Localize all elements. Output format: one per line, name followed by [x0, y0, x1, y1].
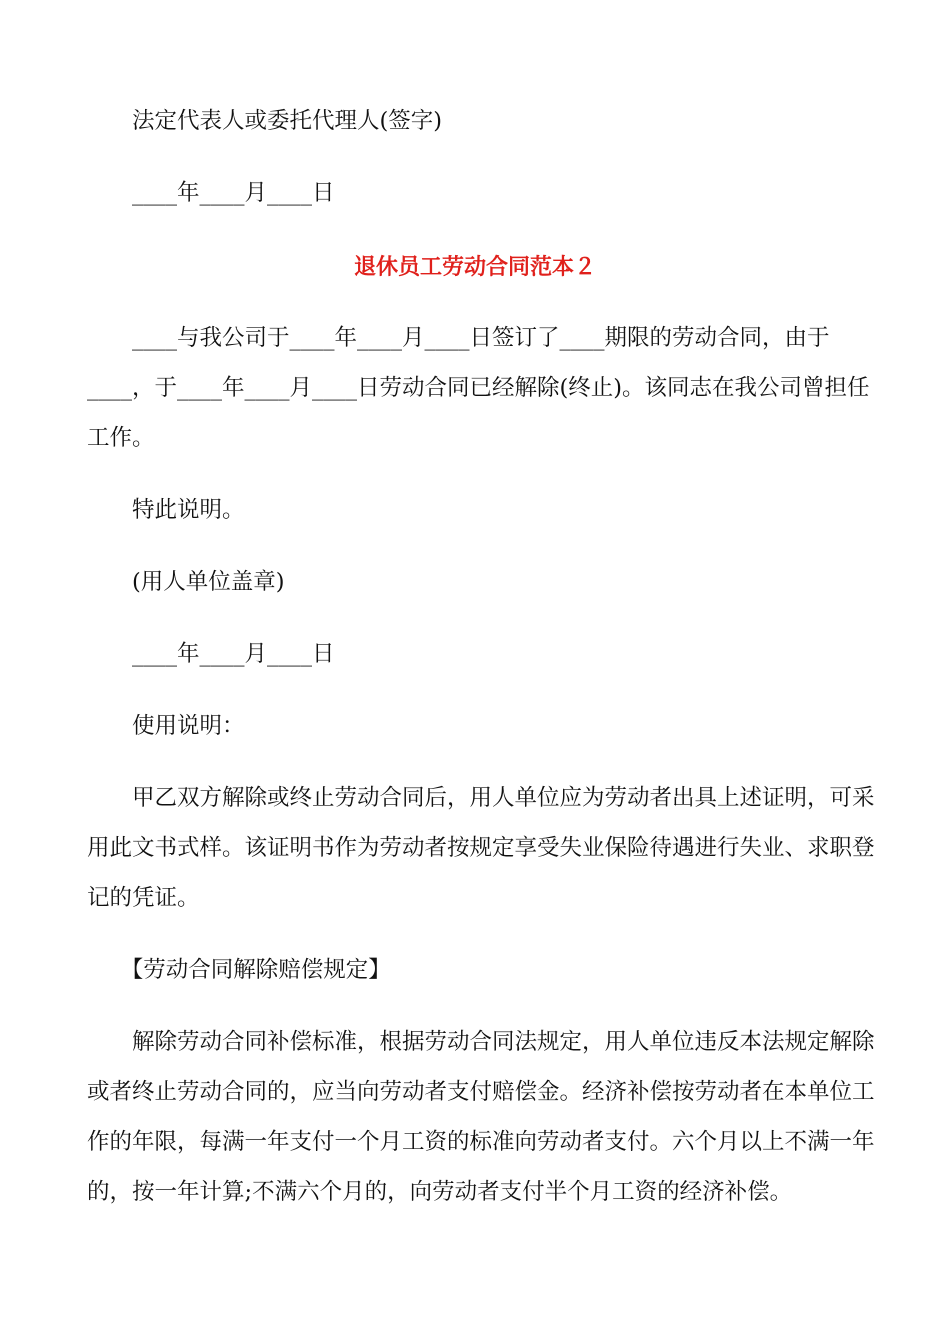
paragraph-line: 的，按一年计算;不满六个月的，向劳动者支付半个月工资的经济补偿。 [87, 1179, 793, 1205]
signature-line: 法定代表人或委托代理人(签字) [87, 108, 443, 134]
seal-line: (用人单位盖章) [87, 569, 285, 595]
document-title: 退休员工劳动合同范本２ [353, 254, 596, 280]
date-line: ____年____月____日 [87, 180, 335, 206]
paragraph-line: 工作。 [87, 425, 155, 451]
paragraph-line: 解除劳动合同补偿标准，根据劳动合同法规定，用人单位违反本法规定解除 [87, 1029, 875, 1055]
paragraph-line: ____与我公司于____年____月____日签订了____期限的劳动合同，由于 [87, 325, 830, 351]
section-heading: 【劳动合同解除赔偿规定】 [87, 957, 391, 983]
paragraph-line: 或者终止劳动合同的，应当向劳动者支付赔偿金。经济补偿按劳动者在本单位工 [87, 1079, 875, 1105]
date-line: ____年____月____日 [87, 641, 335, 667]
paragraph-line: ____，于____年____月____日劳动合同已经解除(终止)。该同志在我公司曾担任 [87, 375, 870, 401]
statement-line: 特此说明。 [87, 497, 245, 523]
paragraph-line: 用此文书式样。该证明书作为劳动者按规定享受失业保险待遇进行失业、求职登 [87, 835, 875, 861]
usage-heading: 使用说明： [87, 713, 245, 739]
paragraph-line: 记的凭证。 [87, 885, 200, 911]
paragraph-line: 甲乙双方解除或终止劳动合同后，用人单位应为劳动者出具上述证明，可采 [87, 785, 875, 811]
paragraph-line: 作的年限，每满一年支付一个月工资的标准向劳动者支付。六个月以上不满一年 [87, 1129, 875, 1155]
